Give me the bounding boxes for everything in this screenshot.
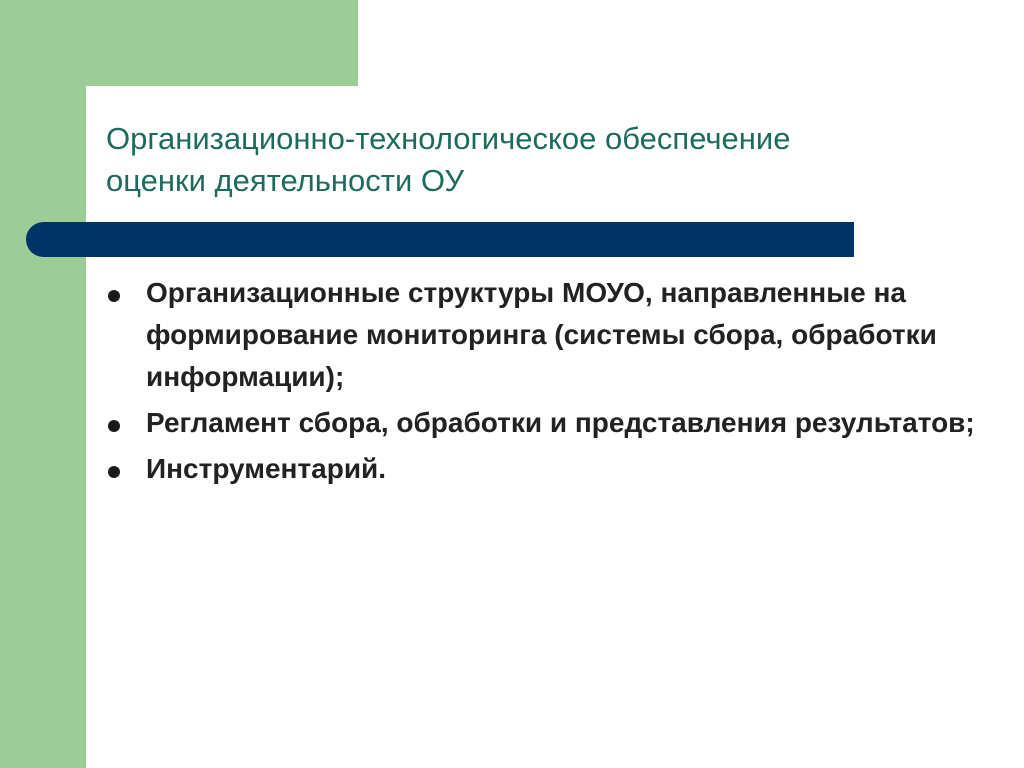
- bullet-text: Инструментарий.: [146, 453, 387, 484]
- bullet-item: [104, 272, 984, 398]
- bullet-dot-icon: [108, 420, 120, 432]
- slide-title: [106, 118, 926, 202]
- title-divider-bar: [26, 222, 854, 257]
- slide-title-line-2: оценки деятельности ОУ: [106, 163, 465, 198]
- bullet-text: Организационные структуры МОУО, направленные на формирование мониторинга (системы сбора, обработки информации);: [146, 277, 937, 392]
- green-side-band: [0, 0, 86, 768]
- bullet-text: Регламент сбора, обработки и представления результатов;: [146, 407, 975, 438]
- bullet-dot-icon: [108, 466, 120, 478]
- bullet-item: [104, 448, 984, 490]
- bullet-list: [104, 272, 984, 494]
- green-top-band: [0, 0, 358, 86]
- bullet-item: [104, 402, 984, 444]
- slide-title-line-1: Организационно-технологическое обеспечение: [106, 121, 791, 156]
- bullet-dot-icon: [108, 290, 120, 302]
